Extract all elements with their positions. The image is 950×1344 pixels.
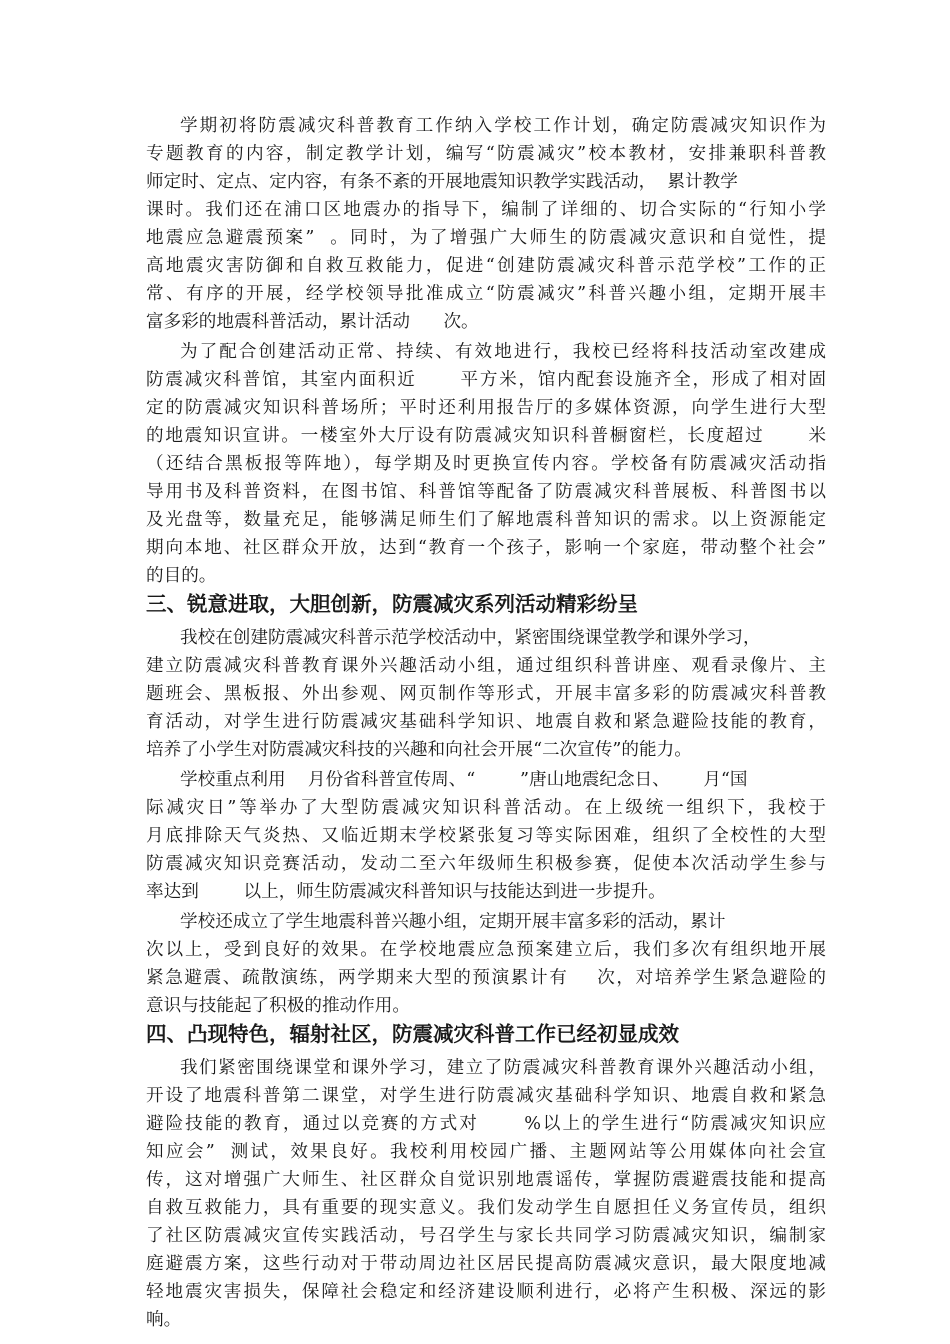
para2-line-8: 期向本地、社区群众开放，达到“教育一个孩子，影响一个家庭，带动整个社会” bbox=[146, 538, 826, 558]
para1-line-2: 专题教育的内容，制定教学计划，编写“防震减灾”校本教材，安排兼职科普教 bbox=[146, 144, 826, 164]
para2-line-9: 的目的。 bbox=[146, 566, 217, 586]
para5-line-3: 紧急避震、疏散演练，两学期来大型的预演累计有 次，对培养学生紧急避险的 bbox=[146, 968, 826, 988]
para2-line-7: 及光盘等，数量充足，能够满足师生们了解地震科普知识的需求。以上资源能定 bbox=[146, 510, 826, 530]
para4-line-1: 学校重点利用 月份省科普宣传周、“ ”唐山地震纪念日、 月“国 bbox=[180, 770, 748, 790]
section-heading-3: 三、锐意进取，大胆创新，防震减灾系列活动精彩纷呈 bbox=[146, 592, 638, 616]
para6-line-3: 避险技能的教育，通过以竞赛的方式对 %以上的学生进行“防震减灾知识应 bbox=[146, 1114, 826, 1134]
para2-line-6: 导用书及科普资料，在图书馆、科普馆等配备了防震减灾科普展板、科普图书以 bbox=[146, 482, 826, 502]
para6-line-7: 了社区防震减灾宣传实践活动，号召学生与家长共同学习防震减灾知识，编制家 bbox=[146, 1226, 826, 1246]
para4-line-5: 率达到 以上，师生防震减灾科普知识与技能达到进一步提升。 bbox=[146, 882, 666, 902]
para4-line-2: 际减灾日”等举办了大型防震减灾知识科普活动。在上级统一组织下，我校于 bbox=[146, 798, 826, 818]
para3-line-3: 题班会、黑板报、外出参观、网页制作等形式，开展丰富多彩的防震减灾科普教 bbox=[146, 684, 826, 704]
para6-line-5: 传，这对增强广大师生、社区群众自觉识别地震谣传，掌握防震避震技能和提高 bbox=[146, 1170, 826, 1190]
para2-line-1: 为了配合创建活动正常、持续、有效地进行，我校已经将科技活动室改建成 bbox=[180, 342, 826, 362]
para5-line-1: 学校还成立了学生地震科普兴趣小组，定期开展丰富多彩的活动，累计 bbox=[180, 912, 726, 932]
para3-line-4: 育活动，对学生进行防震减灾基础科学知识、地震自救和紧急避险技能的教育， bbox=[146, 712, 826, 732]
para2-line-3: 定的防震减灾知识科普场所；平时还利用报告厅的多媒体资源，向学生进行大型 bbox=[146, 398, 826, 418]
para6-line-6: 自救互救能力，具有重要的现实意义。我们发动学生自愿担任义务宣传员，组织 bbox=[146, 1198, 826, 1218]
section-heading-4: 四、凸现特色，辐射社区，防震减灾科普工作已经初显成效 bbox=[146, 1022, 679, 1046]
para5-line-4: 意识与技能起了积极的推动作用。 bbox=[146, 996, 410, 1016]
para1-line-1: 学期初将防震减灾科普教育工作纳入学校工作计划，确定防震减灾知识作为 bbox=[180, 116, 826, 136]
para1-line-6: 高地震灾害防御和自救互救能力，促进“创建防震减灾科普示范学校”工作的正 bbox=[146, 256, 826, 276]
para5-line-2: 次以上，受到良好的效果。在学校地震应急预案建立后，我们多次有组织地开展 bbox=[146, 940, 826, 960]
para3-line-1: 我校在创建防震减灾科普示范学校活动中，紧密围绕课堂教学和课外学习， bbox=[180, 628, 761, 648]
para1-line-7: 常、有序的开展，经学校领导批准成立“防震减灾”科普兴趣小组，定期开展丰 bbox=[146, 284, 826, 304]
para3-line-2: 建立防震减灾科普教育课外兴趣活动小组，通过组织科普讲座、观看录像片、主 bbox=[146, 656, 826, 676]
para6-line-8: 庭避震方案，这些行动对于带动周边社区居民提高防震减灾意识，最大限度地减 bbox=[146, 1254, 826, 1274]
para1-line-4: 课时。我们还在浦口区地震办的指导下，编制了详细的、切合实际的“行知小学 bbox=[146, 200, 826, 220]
para3-line-5: 培养了小学生对防震减灾科技的兴趣和向社会开展“二次宣传”的能力。 bbox=[146, 740, 692, 760]
para6-line-2: 开设了地震科普第二课堂，对学生进行防震减灾基础科学知识、地震自救和紧急 bbox=[146, 1086, 826, 1106]
para6-line-1: 我们紧密围绕课堂和课外学习，建立了防震减灾科普教育课外兴趣活动小组， bbox=[180, 1058, 826, 1078]
para2-line-2: 防震减灾科普馆，其室内面积近 平方米，馆内配套设施齐全，形成了相对固 bbox=[146, 370, 826, 390]
para4-line-3: 月底排除天气炎热、又临近期末学校紧张复习等实际困难，组织了全校性的大型 bbox=[146, 826, 826, 846]
para6-line-4: 知应会” 测试，效果良好。我校利用校园广播、主题网站等公用媒体向社会宣 bbox=[146, 1142, 826, 1162]
para1-line-3: 师定时、定点、定内容，有条不紊的开展地震知识教学实践活动， 累计教学 bbox=[146, 172, 738, 192]
para6-line-10: 响。 bbox=[146, 1310, 182, 1330]
para6-line-9: 轻地震灾害损失，保障社会稳定和经济建设顺利进行，必将产生积极、深远的影 bbox=[146, 1282, 826, 1302]
para4-line-4: 防震减灾知识竞赛活动，发动二至六年级师生积极参赛，促使本次活动学生参与 bbox=[146, 854, 826, 874]
para1-line-8: 富多彩的地震科普活动，累计活动 次。 bbox=[146, 312, 479, 332]
para2-line-4: 的地震知识宣讲。一楼室外大厅设有防震减灾知识科普橱窗栏，长度超过 米 bbox=[146, 426, 826, 446]
para2-line-5: （还结合黑板报等阵地），每学期及时更换宣传内容。学校备有防震减灾活动指 bbox=[146, 454, 826, 474]
para1-line-5: 地震应急避震预案” 。同时，为了增强广大师生的防震减灾意识和自觉性，提 bbox=[146, 228, 826, 248]
